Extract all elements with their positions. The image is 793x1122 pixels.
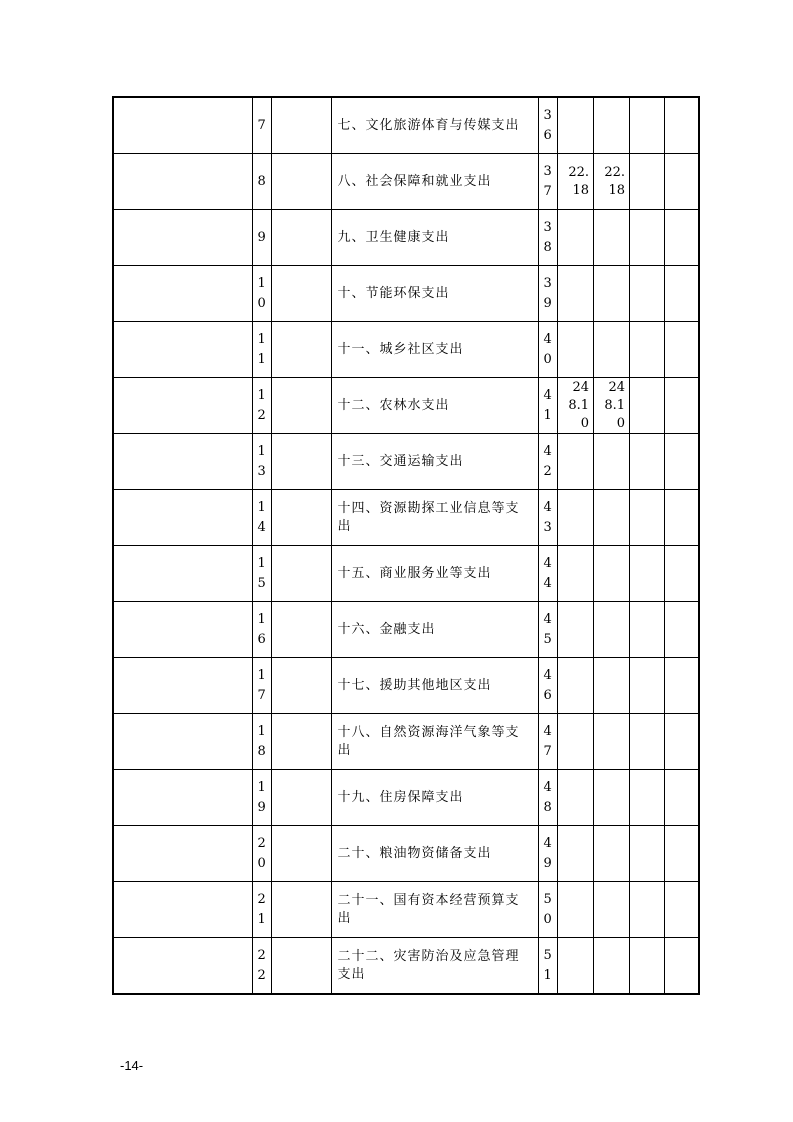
income-amount-cell [271,546,331,602]
expenditure-item-name: 七、文化旅游体育与传媒支出 [337,117,520,133]
income-row-number: 21 [257,891,266,927]
expenditure-general-budget-amount-cell [593,322,629,378]
expenditure-row-number-cell [538,882,557,938]
expenditure-other-amount-cell [664,97,699,154]
income-item-cell [113,602,252,658]
expenditure-other-amount-cell [664,770,699,826]
income-row-number-cell [252,434,271,490]
income-row-number: 9 [257,229,266,245]
expenditure-item-name-cell [331,266,538,322]
expenditure-item-name: 九、卫生健康支出 [337,229,450,245]
expenditure-row-number-cell [538,210,557,266]
table-row [113,154,699,210]
expenditure-total-amount-cell [557,714,593,770]
income-row-number: 8 [257,173,266,189]
expenditure-item-name: 二十一、国有资本经营预算支出 [337,892,520,926]
expenditure-general-budget-amount-cell [593,602,629,658]
expenditure-row-number: 43 [543,499,552,535]
expenditure-item-name: 十六、金融支出 [337,621,436,637]
expenditure-item-name: 十五、商业服务业等支出 [337,565,492,581]
table-row [113,322,699,378]
expenditure-item-name-cell [331,378,538,434]
expenditure-row-number-cell [538,97,557,154]
table-row [113,602,699,658]
expenditure-item-name: 十三、交通运输支出 [337,453,464,469]
expenditure-item-name-cell [331,826,538,882]
expenditure-general-budget-amount-cell [593,97,629,154]
expenditure-other-amount-cell [664,266,699,322]
income-row-number-cell [252,714,271,770]
expenditure-general-budget-amount: 22.18 [604,164,625,198]
income-item-cell [113,154,252,210]
expenditure-total-amount: 248.10 [568,379,589,431]
expenditure-item-name: 十二、农林水支出 [337,397,450,413]
expenditure-total-amount-cell [557,546,593,602]
income-amount-cell [271,658,331,714]
income-item-cell [113,322,252,378]
expenditure-fund-amount-cell [629,602,664,658]
expenditure-item-name-cell [331,154,538,210]
income-amount-cell [271,770,331,826]
expenditure-other-amount-cell [664,210,699,266]
expenditure-row-number-cell [538,378,557,434]
expenditure-total-amount-cell [557,602,593,658]
expenditure-other-amount-cell [664,322,699,378]
table-row [113,546,699,602]
expenditure-fund-amount-cell [629,658,664,714]
expenditure-general-budget-amount-cell [593,882,629,938]
expenditure-total-amount-cell [557,490,593,546]
expenditure-row-number-cell [538,826,557,882]
expenditure-total-amount-cell [557,322,593,378]
expenditure-total-amount-cell [557,658,593,714]
income-row-number: 20 [257,835,266,871]
expenditure-row-number: 42 [543,443,552,479]
income-row-number: 11 [257,331,266,367]
income-amount-cell [271,602,331,658]
expenditure-row-number-cell [538,602,557,658]
expenditure-item-name: 十、节能环保支出 [337,285,450,301]
income-row-number: 10 [257,275,266,311]
table-row [113,714,699,770]
income-row-number: 17 [257,667,266,703]
income-item-cell [113,490,252,546]
expenditure-item-name-cell [331,434,538,490]
expenditure-item-name-cell [331,938,538,995]
expenditure-fund-amount-cell [629,714,664,770]
expenditure-row-number: 45 [543,611,552,647]
table-row [113,266,699,322]
income-item-cell [113,434,252,490]
expenditure-item-name-cell [331,714,538,770]
expenditure-fund-amount-cell [629,882,664,938]
table-row [113,490,699,546]
income-item-cell [113,882,252,938]
expenditure-total-amount-cell [557,938,593,995]
income-item-cell [113,938,252,995]
expenditure-item-name-cell [331,546,538,602]
income-row-number: 15 [257,555,266,591]
income-row-number: 7 [257,117,266,133]
expenditure-row-number-cell [538,546,557,602]
expenditure-general-budget-amount-cell [593,210,629,266]
expenditure-general-budget-amount-cell [593,490,629,546]
expenditure-general-budget-amount-cell [593,546,629,602]
expenditure-row-number-cell [538,322,557,378]
expenditure-general-budget-amount-cell [593,770,629,826]
income-item-cell [113,378,252,434]
expenditure-item-name-cell [331,770,538,826]
income-amount-cell [271,938,331,995]
expenditure-fund-amount-cell [629,154,664,210]
income-amount-cell [271,266,331,322]
income-amount-cell [271,826,331,882]
expenditure-item-name: 八、社会保障和就业支出 [337,173,492,189]
expenditure-item-name: 十九、住房保障支出 [337,789,464,805]
expenditure-general-budget-amount-cell [593,154,629,210]
expenditure-item-name: 十四、资源勘探工业信息等支出 [337,500,520,534]
income-row-number-cell [252,210,271,266]
expenditure-other-amount-cell [664,378,699,434]
expenditure-other-amount-cell [664,938,699,995]
income-row-number-cell [252,658,271,714]
expenditure-row-number-cell [538,154,557,210]
expenditure-row-number-cell [538,266,557,322]
income-item-cell [113,210,252,266]
income-row-number-cell [252,490,271,546]
expenditure-other-amount-cell [664,546,699,602]
expenditure-other-amount-cell [664,658,699,714]
expenditure-item-name: 二十二、灾害防治及应急管理支出 [337,948,520,982]
expenditure-fund-amount-cell [629,322,664,378]
expenditure-item-name: 二十、粮油物资储备支出 [337,845,492,861]
expenditure-other-amount-cell [664,434,699,490]
table-body [113,97,699,994]
expenditure-item-name-cell [331,658,538,714]
expenditure-other-amount-cell [664,714,699,770]
income-item-cell [113,826,252,882]
table-row [113,97,699,154]
table-row [113,882,699,938]
income-amount-cell [271,210,331,266]
expenditure-fund-amount-cell [629,266,664,322]
expenditure-fund-amount-cell [629,97,664,154]
expenditure-item-name-cell [331,210,538,266]
income-amount-cell [271,434,331,490]
expenditure-general-budget-amount: 248.10 [604,379,625,431]
expenditure-item-name: 十一、城乡社区支出 [337,341,464,357]
expenditure-item-name: 十七、援助其他地区支出 [337,677,492,693]
income-row-number-cell [252,97,271,154]
expenditure-total-amount: 22.18 [568,164,589,198]
income-row-number: 22 [257,947,266,983]
expenditure-row-number-cell [538,434,557,490]
income-row-number: 12 [257,387,266,423]
income-row-number-cell [252,770,271,826]
expenditure-other-amount-cell [664,602,699,658]
income-row-number: 18 [257,723,266,759]
table-row [113,770,699,826]
expenditure-general-budget-amount-cell [593,434,629,490]
income-amount-cell [271,378,331,434]
table-row [113,210,699,266]
income-amount-cell [271,154,331,210]
expenditure-total-amount-cell [557,378,593,434]
expenditure-row-number: 37 [543,163,552,199]
income-row-number: 16 [257,611,266,647]
expenditure-total-amount-cell [557,770,593,826]
income-row-number-cell [252,266,271,322]
expenditure-row-number: 44 [543,555,552,591]
income-row-number: 19 [257,779,266,815]
expenditure-general-budget-amount-cell [593,378,629,434]
expenditure-row-number: 46 [543,667,552,703]
expenditure-fund-amount-cell [629,490,664,546]
expenditure-total-amount-cell [557,154,593,210]
expenditure-other-amount-cell [664,154,699,210]
expenditure-fund-amount-cell [629,434,664,490]
page-number: -14- [120,1058,144,1073]
expenditure-general-budget-amount-cell [593,714,629,770]
table-row [113,938,699,995]
income-item-cell [113,266,252,322]
expenditure-fund-amount-cell [629,546,664,602]
expenditure-general-budget-amount-cell [593,266,629,322]
expenditure-item-name-cell [331,97,538,154]
income-item-cell [113,546,252,602]
table-row [113,434,699,490]
expenditure-general-budget-amount-cell [593,938,629,995]
income-row-number: 13 [257,443,266,479]
income-row-number-cell [252,826,271,882]
income-row-number-cell [252,602,271,658]
income-row-number-cell [252,882,271,938]
income-row-number-cell [252,378,271,434]
expenditure-item-name-cell [331,322,538,378]
expenditure-row-number-cell [538,714,557,770]
expenditure-general-budget-amount-cell [593,658,629,714]
expenditure-total-amount-cell [557,882,593,938]
expenditure-row-number: 49 [543,835,552,871]
expenditure-fund-amount-cell [629,826,664,882]
expenditure-general-budget-amount-cell [593,826,629,882]
table-row [113,658,699,714]
expenditure-item-name: 十八、自然资源海洋气象等支出 [337,724,520,758]
expenditure-row-number-cell [538,658,557,714]
expenditure-total-amount-cell [557,434,593,490]
income-row-number-cell [252,154,271,210]
expenditure-row-number: 41 [543,387,552,423]
expenditure-row-number-cell [538,770,557,826]
expenditure-total-amount-cell [557,210,593,266]
income-amount-cell [271,714,331,770]
expenditure-fund-amount-cell [629,938,664,995]
expenditure-fund-amount-cell [629,210,664,266]
expenditure-fund-amount-cell [629,378,664,434]
expenditure-item-name-cell [331,882,538,938]
expenditure-item-name-cell [331,602,538,658]
income-row-number: 14 [257,499,266,535]
expenditure-fund-amount-cell [629,770,664,826]
expenditure-row-number: 36 [543,107,552,143]
expenditure-other-amount-cell [664,490,699,546]
income-row-number-cell [252,322,271,378]
income-item-cell [113,658,252,714]
expenditure-row-number: 47 [543,723,552,759]
expenditure-total-amount-cell [557,266,593,322]
income-amount-cell [271,490,331,546]
expenditure-total-amount-cell [557,97,593,154]
income-item-cell [113,714,252,770]
table-row [113,378,699,434]
expenditure-row-number: 39 [543,275,552,311]
income-amount-cell [271,322,331,378]
income-row-number-cell [252,938,271,995]
income-row-number-cell [252,546,271,602]
expenditure-row-number: 40 [543,331,552,367]
expenditure-row-number: 50 [543,891,552,927]
table-row [113,826,699,882]
expenditure-row-number: 51 [543,947,552,983]
budget-expenditure-table [112,96,700,995]
income-amount-cell [271,882,331,938]
income-item-cell [113,97,252,154]
expenditure-row-number-cell [538,490,557,546]
income-item-cell [113,770,252,826]
expenditure-row-number-cell [538,938,557,995]
expenditure-other-amount-cell [664,826,699,882]
expenditure-row-number: 48 [543,779,552,815]
expenditure-row-number: 38 [543,219,552,255]
expenditure-item-name-cell [331,490,538,546]
income-amount-cell [271,97,331,154]
expenditure-other-amount-cell [664,882,699,938]
expenditure-total-amount-cell [557,826,593,882]
